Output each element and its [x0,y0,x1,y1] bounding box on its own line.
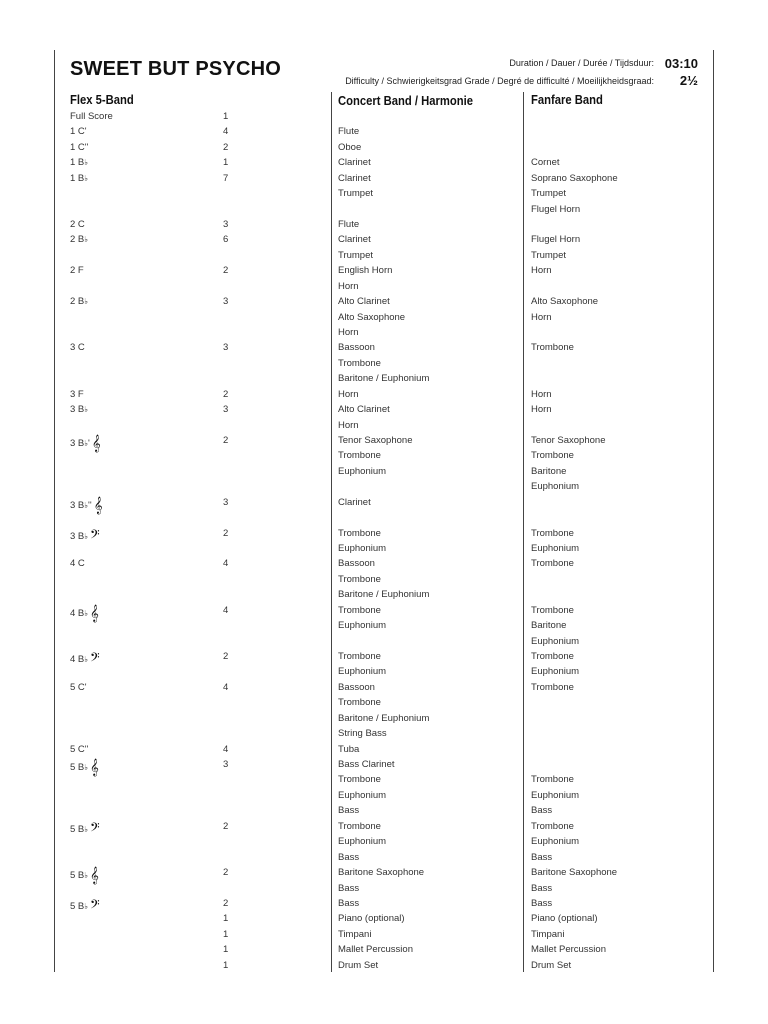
fanfare-instrument: Tenor Saxophone [531,435,606,447]
concert-instrument: Tenor Saxophone [338,435,413,447]
page-right-border [713,50,714,972]
concert-instrument: English Horn [338,265,393,277]
concert-instrument: Euphonium [338,836,387,848]
bass-clef-icon: 𝄢 [90,650,100,669]
part-quantity: 1 [223,111,229,122]
concert-instrument: Bass [338,805,360,817]
concert-instrument: Bass Clarinet [338,759,395,771]
concert-instrument: Trumpet [338,188,374,200]
flex-part-label [70,758,99,777]
part-quantity: 1 [223,157,229,169]
concert-instrument: Flute [338,126,360,138]
part-quantity: 3 [223,759,229,771]
flex-part-name: 5 B [70,870,85,882]
concert-instrument: Bass [338,882,360,894]
concert-instrument: Piano (optional) [338,913,405,925]
flex-part-name: 3 B [70,499,85,511]
concert-column-divider [331,92,332,972]
treble-clef-icon: 𝄞 [90,758,99,777]
difficulty-value: 2½ [679,73,698,88]
treble-clef-icon: 𝄞 [90,603,99,622]
concert-instrument: Horn [338,388,359,400]
fanfare-instrument: Piano (optional) [531,913,598,925]
fanfare-instrument: Cornet [531,157,560,169]
fanfare-instrument: Mallet Percussion [531,944,606,956]
part-quantity: 2 [223,265,229,277]
part-quantity: 2 [223,820,229,832]
flex-part-name: 2 F [70,265,84,277]
flat-sign: ♭ [84,158,89,168]
concert-instrument: Bassoon [338,681,375,693]
part-quantity: 2 [223,897,229,909]
flex-part-label [70,173,88,185]
fanfare-instrument: Soprano Saxophone [531,172,618,184]
part-quantity: 2 [223,651,229,663]
flex-part-name: Full Score [70,111,113,122]
part-quantity: 4 [223,743,229,755]
fanfare-instrument: Euphonium [531,481,580,493]
part-suffix: ' [88,438,90,450]
concert-instrument: Clarinet [338,234,371,246]
part-quantity: 2 [223,867,229,879]
flex-part-name: 5 B [70,762,85,774]
part-quantity: 4 [223,126,229,138]
flat-sign: ♭ [84,173,89,183]
fanfare-instrument: Timpani [531,928,565,940]
flex-part-label [70,404,88,416]
flex-part-label [70,126,87,138]
concert-instrument: Timpani [338,928,372,940]
flat-sign: ♭ [84,763,89,773]
fanfare-instrument: Bass [531,851,553,863]
flex-part-name: 3 B [70,530,85,542]
concert-instrument: Drum Set [338,959,379,971]
fanfare-instrument: Drum Set [531,959,572,971]
fanfare-instrument: Euphonium [531,543,580,555]
fanfare-instrument: Baritone [531,465,567,477]
fanfare-instrument: Trombone [531,604,574,616]
concert-instrument: Bass [338,851,360,863]
flex-part-name: 5 B [70,823,85,835]
page-left-border [54,50,55,972]
flat-sign: ♭ [84,871,89,881]
fanfare-instrument: Trombone [531,342,574,354]
part-suffix: '' [88,499,92,511]
fanfare-instrument: Trombone [531,651,574,663]
concert-instrument: Mallet Percussion [338,944,413,956]
fanfare-instrument: Flugel Horn [531,234,581,246]
concert-instrument: Clarinet [338,496,371,508]
flex-part-name: 2 B [70,296,85,308]
flex-part-label [70,111,113,123]
bass-clef-icon: 𝄢 [90,526,100,545]
concert-instrument: Tuba [338,743,360,755]
flex-part-name: 3 C [70,342,85,354]
concert-instrument: Baritone / Euphonium [338,373,430,385]
part-quantity: 2 [223,435,229,447]
flex-part-label [70,234,88,246]
flex-part-name: 2 C [70,219,85,230]
concert-instrument: Baritone / Euphonium [338,712,430,724]
part-quantity: 3 [223,296,229,308]
flex-part-label [70,157,88,169]
fanfare-instrument: Trombone [531,527,574,539]
concert-instrument: Euphonium [338,620,387,632]
flex-part-label [70,265,84,277]
fanfare-instrument: Trombone [531,774,574,786]
fanfare-instrument: Flugel Horn [531,203,581,215]
flex-part-name: 5 C' [70,681,87,693]
concert-instrument: Bassoon [338,558,375,570]
fanfare-instrument: Alto Saxophone [531,296,599,308]
flat-sign: ♭ [84,608,89,618]
concert-instrument: Horn [338,280,359,292]
flat-sign: ♭ [84,824,89,834]
concert-instrument: Trumpet [338,249,374,261]
duration-value: 03:10 [664,56,698,71]
flex-part-name: 1 B [70,157,85,169]
concert-instrument: Baritone / Euphonium [338,589,430,601]
flat-sign: ♭ [84,531,89,541]
concert-instrument: Oboe [338,141,362,153]
fanfare-instrument: Horn [531,311,552,323]
fanfare-instrument: Bass [531,897,553,909]
flex-part-label [70,866,99,885]
part-quantity: 3 [223,496,229,508]
part-quantity: 4 [223,681,229,693]
flex-part-label [70,744,88,756]
concert-band-header: Concert Band / Harmonie [338,94,474,108]
flex-part-name: 5 C'' [70,743,89,755]
concert-instrument: Trombone [338,697,381,709]
flex-part-label [70,650,100,669]
part-quantity: 3 [223,342,229,354]
concert-instrument: Alto Saxophone [338,311,406,323]
part-quantity: 3 [223,219,229,230]
flat-sign: ♭ [84,405,89,415]
part-quantity: 3 [223,404,229,416]
fanfare-instrument: Euphonium [531,789,580,801]
part-quantity: 6 [223,234,229,246]
concert-instrument: Euphonium [338,465,387,477]
concert-instrument: Alto Clarinet [338,296,390,308]
flex-part-label [70,605,99,620]
flex-part-name: 1 C'' [70,141,89,153]
flex-part-label [70,682,87,694]
fanfare-instrument: Trombone [531,681,574,693]
difficulty-label: Difficulty / Schwierigkeitsgrad Grade / Degré de difficulté / Moeilijkheidsgraad: [345,76,654,86]
concert-instrument: Trombone [338,651,381,663]
part-quantity: 1 [223,913,229,925]
flex-part-label [70,528,100,543]
flat-sign: ♭ [84,901,89,911]
fanfare-column-divider [523,92,524,972]
concert-instrument: Clarinet [338,172,371,184]
flex-part-label [70,389,84,401]
fanfare-instrument: Trombone [531,558,574,570]
flex-part-name: 5 B [70,900,85,912]
flex-part-name: 4 C [70,558,85,570]
fanfare-instrument: Baritone Saxophone [531,867,618,879]
duration-label: Duration / Dauer / Durée / Tijdsduur: [509,58,654,68]
flex-part-name: 1 B [70,172,85,184]
flex-part-name: 3 B [70,404,85,416]
fanfare-instrument: Horn [531,388,552,400]
flat-sign: ♭ [84,500,89,510]
bass-clef-icon: 𝄢 [90,896,100,915]
fanfare-band-header: Fanfare Band [531,93,603,107]
flex-band-header: Flex 5-Band [70,93,134,107]
fanfare-instrument: Trombone [531,450,574,462]
flex-part-label [70,296,88,308]
concert-instrument: Euphonium [338,543,387,555]
flat-sign: ♭ [84,235,89,245]
flat-sign: ♭ [84,655,89,665]
bass-clef-icon: 𝄢 [90,819,100,838]
fanfare-instrument: Euphonium [531,635,580,647]
part-quantity: 2 [223,388,229,400]
flex-part-name: 3 B [70,438,85,450]
concert-instrument: Clarinet [338,157,371,169]
fanfare-instrument: Bass [531,882,553,894]
flex-part-name: 4 B [70,654,85,666]
fanfare-instrument: Baritone [531,620,567,632]
part-quantity: 1 [223,928,229,940]
flex-part-label [70,898,100,913]
concert-instrument: Euphonium [338,789,387,801]
fanfare-instrument: Trumpet [531,249,567,261]
concert-instrument: Alto Clarinet [338,404,390,416]
concert-instrument: Flute [338,219,360,230]
flex-part-label [70,219,85,231]
fanfare-instrument: Trombone [531,820,574,832]
flex-part-label [70,558,85,570]
concert-instrument: Trombone [338,573,381,585]
concert-instrument: Trombone [338,604,381,616]
fanfare-instrument: Horn [531,404,552,416]
flex-part-label [70,142,88,154]
flex-part-label [70,342,85,354]
part-quantity: 2 [223,527,229,539]
fanfare-instrument: Euphonium [531,666,580,678]
flex-part-name: 4 B [70,607,85,619]
concert-instrument: Horn [338,419,359,431]
treble-clef-icon: 𝄞 [90,866,99,885]
concert-instrument: Trombone [338,774,381,786]
piece-title: SWEET BUT PSYCHO [70,58,281,80]
part-quantity: 4 [223,604,229,616]
concert-instrument: Euphonium [338,666,387,678]
concert-instrument: Trombone [338,450,381,462]
fanfare-instrument: Bass [531,805,553,817]
flex-part-label [70,434,101,453]
concert-instrument: Bass [338,897,360,909]
concert-instrument: Bassoon [338,342,375,354]
part-quantity: 1 [223,959,229,971]
part-quantity: 4 [223,558,229,570]
concert-instrument: Horn [338,327,359,339]
part-quantity: 1 [223,944,229,956]
flat-sign: ♭ [84,439,89,449]
part-quantity: 7 [223,172,229,184]
flex-part-name: 1 C' [70,126,87,138]
treble-clef-icon: 𝄞 [93,495,103,514]
concert-instrument: Trombone [338,820,381,832]
flex-part-name: 2 B [70,234,85,246]
flat-sign: ♭ [84,297,89,307]
fanfare-instrument: Trumpet [531,188,567,200]
concert-instrument: Trombone [338,527,381,539]
flex-part-label [70,497,103,512]
concert-instrument: String Bass [338,728,387,740]
flex-part-name: 3 F [70,388,84,400]
flex-part-label [70,821,100,836]
concert-instrument: Baritone Saxophone [338,867,425,879]
part-quantity: 2 [223,141,229,153]
fanfare-instrument: Horn [531,265,552,277]
treble-clef-icon: 𝄞 [91,434,101,453]
fanfare-instrument: Euphonium [531,836,580,848]
concert-instrument: Trombone [338,357,381,369]
